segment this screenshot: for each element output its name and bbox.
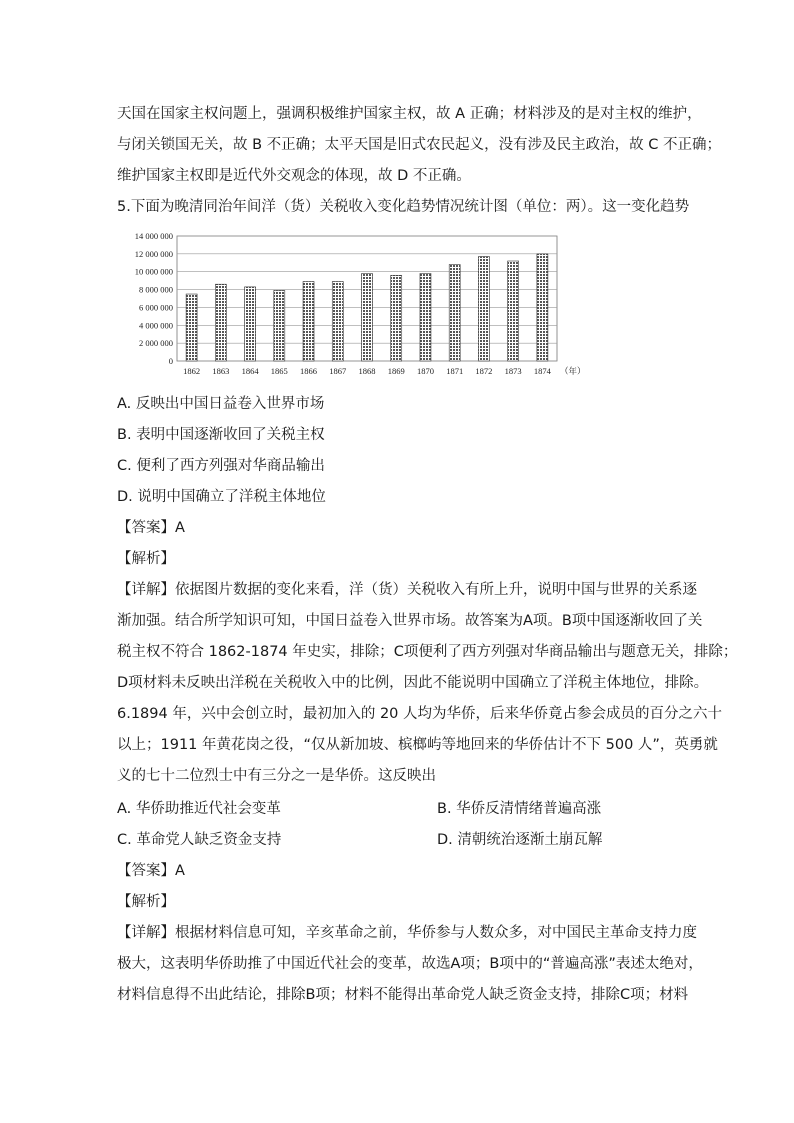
bar-1868 — [362, 274, 373, 362]
x-tick-label: 1870 — [416, 366, 434, 376]
q6-answer: 【答案】A — [117, 863, 185, 879]
y-tick-label: 10 000 000 — [134, 266, 173, 277]
bar-1872 — [478, 257, 489, 361]
prev-explanation-line-1: 天国在国家主权问题上，强调积极维护国家主权，故 A 正确；材料涉及的是对主权的维护， — [117, 106, 702, 122]
y-tick-label: 0 — [168, 356, 173, 366]
prev-explanation-line-3: 维护国家主权即是近代外交观念的体现，故 D 不正确。 — [117, 168, 471, 184]
y-tick-label: 8 000 000 — [139, 284, 173, 295]
q5-stem: 5.下面为晚清同治年间洋（货）关税收入变化趋势情况统计图（单位：两）。这一变化趋势 — [117, 199, 690, 215]
bar-1865 — [274, 290, 285, 361]
x-tick-label: 1865 — [270, 366, 288, 376]
q5-detail-line-4: D项材料未反映出洋税在关税收入中的比例，因此不能说明中国确立了洋税主体地位，排除。 — [117, 675, 709, 691]
bar-1866 — [303, 282, 314, 361]
bar-1867 — [332, 282, 343, 361]
x-tick-label: 1867 — [329, 366, 347, 376]
q5-option-c[interactable]: C. 便利了西方列强对华商品输出 — [117, 458, 325, 474]
q6-analysis-label: 【解析】 — [117, 894, 175, 910]
q6-stem-line-2: 以上；1911 年黄花岗之役，“仅从新加坡、槟榔屿等地回来的华侨估计不下 500 人”，英勇就 — [117, 737, 718, 753]
q6-detail-line-3: 材料信息得不出此结论，排除B项；材料不能得出革命党人缺乏资金支持，排除C项；材料 — [117, 987, 689, 1003]
q5-answer: 【答案】A — [117, 520, 185, 536]
q6-option-a[interactable]: A. 华侨助推近代社会变革 — [117, 801, 281, 817]
bar-1864 — [245, 287, 256, 361]
bar-1863 — [215, 284, 226, 361]
q5-option-a[interactable]: A. 反映出中国日益卷入世界市场 — [117, 396, 325, 412]
y-tick-label: 4 000 000 — [139, 320, 173, 331]
q5-option-d[interactable]: D. 说明中国确立了洋税主体地位 — [117, 489, 326, 505]
y-tick-label: 2 000 000 — [139, 338, 173, 349]
bar-1873 — [508, 261, 519, 361]
x-tick-label: 1866 — [300, 366, 318, 376]
x-tick-label: 1863 — [212, 366, 230, 376]
q5-detail-line-3: 税主权不符合 1862-1874 年史实，排除；C项便利了西方列强对华商品输出与题意无关，排除； — [117, 644, 738, 660]
x-tick-label: 1869 — [387, 366, 405, 376]
x-tick-label: 1864 — [241, 366, 259, 376]
q5-detail-line-1: 【详解】依据图片数据的变化来看，洋（货）关税收入有所上升，说明中国与世界的关系逐 — [117, 582, 697, 598]
y-tick-label: 14 000 000 — [134, 231, 173, 241]
q6-option-d[interactable]: D. 清朝统治逐渐土崩瓦解 — [437, 832, 603, 848]
bar-1871 — [449, 265, 460, 361]
x-tick-label: 1874 — [533, 366, 551, 376]
x-tick-label: 1871 — [446, 366, 464, 376]
tariff-bar-chart — [117, 226, 587, 382]
q6-detail-line-1: 【详解】根据材料信息可知，辛亥革命之前，华侨参与人数众多，对中国民主革命支持力度 — [117, 925, 697, 941]
x-tick-label: 1862 — [183, 366, 201, 376]
q6-detail-line-2: 极大，这表明华侨助推了中国近代社会的变革，故选A项；B项中的“普遍高涨”表述太绝对， — [117, 956, 703, 972]
q5-option-b[interactable]: B. 表明中国逐渐收回了关税主权 — [117, 427, 325, 443]
q6-option-b[interactable]: B. 华侨反清情绪普遍高涨 — [437, 801, 602, 817]
y-tick-label: 12 000 000 — [134, 248, 173, 259]
q6-stem-line-1: 6.1894 年，兴中会创立时，最初加入的 20 人均为华侨，后来华侨竟占参会成员的百分之六十 — [117, 706, 723, 722]
bar-1869 — [391, 275, 402, 361]
q6-stem-line-3: 义的七十二位烈士中有三分之一是华侨。这反映出 — [117, 768, 436, 784]
x-tick-label: 1872 — [475, 366, 493, 376]
q5-detail-line-2: 渐加强。结合所学知识可知，中国日益卷入世界市场。故答案为A项。B项中国逐渐收回了关 — [117, 613, 703, 629]
x-tick-label: 1873 — [504, 366, 522, 376]
x-unit-label: （年） — [560, 367, 586, 377]
prev-explanation-line-2: 与闭关锁国无关，故 B 不正确；太平天国是旧式农民起义，没有涉及民主政治，故 C 不正确； — [117, 137, 722, 153]
y-tick-label: 6 000 000 — [139, 302, 173, 313]
x-tick-label: 1868 — [358, 366, 376, 376]
bar-1870 — [420, 274, 431, 362]
bar-1874 — [537, 254, 548, 361]
q6-option-c[interactable]: C. 革命党人缺乏资金支持 — [117, 832, 282, 848]
q5-analysis-label: 【解析】 — [117, 551, 175, 567]
bar-1862 — [186, 294, 197, 361]
